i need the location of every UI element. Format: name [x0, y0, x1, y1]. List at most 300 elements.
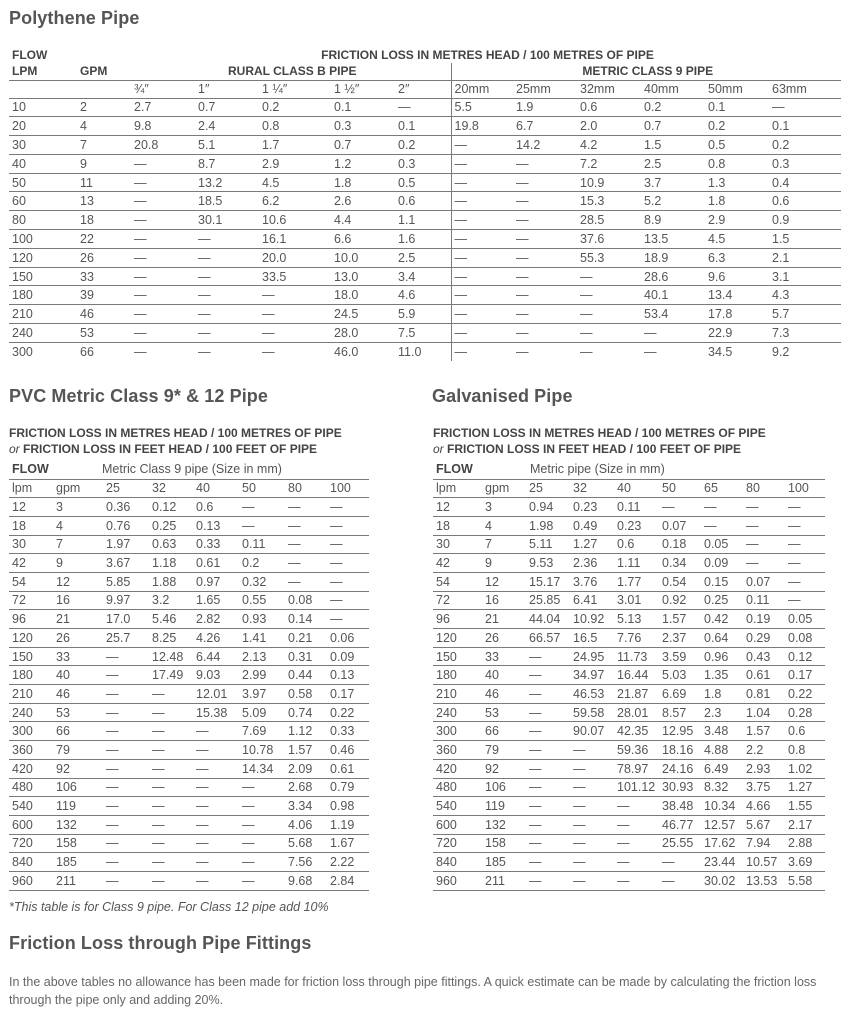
table-cell: 13.4 — [705, 286, 769, 305]
galvanised-caption-or: or — [433, 442, 444, 456]
table-cell: 18.16 — [659, 741, 701, 760]
table-cell: 600 — [9, 815, 53, 834]
table-cell: 119 — [482, 797, 526, 816]
table-cell: 0.94 — [526, 498, 570, 517]
unit-header: 40 — [614, 479, 659, 498]
table-cell: 2.17 — [785, 815, 825, 834]
table-cell: 44.04 — [526, 610, 570, 629]
table-row — [433, 554, 825, 573]
table-row — [9, 286, 841, 305]
unit-header-row — [9, 479, 369, 498]
table-cell: 7.56 — [285, 853, 327, 872]
table-cell: — — [195, 267, 259, 286]
table-cell: 0.11 — [743, 591, 785, 610]
table-cell: — — [614, 797, 659, 816]
friction-loss-header: FRICTION LOSS IN METRES HEAD / 100 METRES OF PIPE — [321, 47, 654, 62]
table-cell: 1.2 — [331, 154, 395, 173]
table-cell: 7.69 — [239, 722, 285, 741]
table-row — [9, 741, 369, 760]
table-cell: 9.2 — [769, 342, 841, 361]
table-cell: 0.12 — [785, 647, 825, 666]
table-cell: — — [570, 834, 614, 853]
table-cell: — — [327, 610, 369, 629]
table-cell: 46.53 — [570, 685, 614, 704]
table-row — [433, 759, 825, 778]
table-cell: — — [526, 666, 570, 685]
table-cell: 6.41 — [570, 591, 614, 610]
table-cell: 10 — [9, 98, 77, 117]
table-cell: 10.0 — [331, 248, 395, 267]
table-cell: 10.92 — [570, 610, 614, 629]
table-cell: — — [149, 741, 193, 760]
table-cell: 101.12 — [614, 778, 659, 797]
table-cell: 0.23 — [570, 498, 614, 517]
table-cell: 10.78 — [239, 741, 285, 760]
table-cell: 0.61 — [327, 759, 369, 778]
table-cell: 4 — [53, 516, 103, 535]
pipe-size-header: 20mm — [451, 80, 513, 98]
table-cell: 18 — [9, 516, 53, 535]
table-row — [9, 666, 369, 685]
table-cell: 720 — [9, 834, 53, 853]
table-cell: 0.14 — [285, 610, 327, 629]
table-cell: — — [103, 871, 149, 890]
table-row — [9, 572, 369, 591]
table-cell: 92 — [482, 759, 526, 778]
table-cell: 15.38 — [193, 703, 239, 722]
table-cell: 720 — [433, 834, 482, 853]
table-cell: 185 — [482, 853, 526, 872]
table-cell: — — [103, 722, 149, 741]
unit-header-row — [433, 479, 825, 498]
table-cell: — — [451, 211, 513, 230]
table-row — [433, 666, 825, 685]
table-cell: 1.3 — [705, 173, 769, 192]
table-cell: 14.2 — [513, 136, 577, 155]
table-cell: 0.33 — [193, 535, 239, 554]
table-cell: — — [195, 342, 259, 361]
table-cell: 20.0 — [259, 248, 331, 267]
table-cell: — — [149, 853, 193, 872]
table-cell: 17.62 — [701, 834, 743, 853]
table-cell: 1.8 — [705, 192, 769, 211]
table-cell: — — [451, 248, 513, 267]
table-cell: 0.58 — [285, 685, 327, 704]
table-cell: 12 — [433, 498, 482, 517]
table-cell: — — [614, 815, 659, 834]
table-cell: 14.34 — [239, 759, 285, 778]
table-cell: 3 — [53, 498, 103, 517]
table-cell: 2.0 — [577, 117, 641, 136]
table-cell: 3.48 — [701, 722, 743, 741]
table-cell: 13.53 — [743, 871, 785, 890]
table-cell: 53.4 — [641, 305, 705, 324]
table-cell: 132 — [482, 815, 526, 834]
table-cell: 840 — [433, 853, 482, 872]
table-cell: — — [743, 516, 785, 535]
table-cell: 300 — [9, 722, 53, 741]
table-row — [9, 722, 369, 741]
pipe-size-header: 32mm — [577, 80, 641, 98]
table-cell: — — [641, 324, 705, 343]
table-cell: — — [659, 871, 701, 890]
table-cell: 13.5 — [641, 230, 705, 249]
table-cell: 2.13 — [239, 647, 285, 666]
table-cell: 0.8 — [259, 117, 331, 136]
table-row — [9, 267, 841, 286]
table-cell: 0.3 — [331, 117, 395, 136]
table-cell: 6.44 — [193, 647, 239, 666]
table-cell: 4.5 — [705, 230, 769, 249]
table-cell: 0.63 — [149, 535, 193, 554]
table-cell: 0.93 — [239, 610, 285, 629]
table-cell: 0.07 — [659, 516, 701, 535]
table-cell: 79 — [53, 741, 103, 760]
table-cell: 20 — [9, 117, 77, 136]
table-cell: 0.31 — [285, 647, 327, 666]
table-cell: 0.1 — [331, 98, 395, 117]
unit-header: 40 — [193, 479, 239, 498]
table-cell: 0.36 — [103, 498, 149, 517]
table-cell: — — [513, 267, 577, 286]
table-cell: 5.7 — [769, 305, 841, 324]
galvanised-caption-line2: FRICTION LOSS IN FEET HEAD / 100 FEET OF PIPE — [443, 442, 742, 456]
table-cell: 3.01 — [614, 591, 659, 610]
table-cell: 240 — [433, 703, 482, 722]
table-cell: 0.49 — [570, 516, 614, 535]
table-cell: 0.05 — [785, 610, 825, 629]
table-cell: — — [577, 267, 641, 286]
table-cell: 15.17 — [526, 572, 570, 591]
table-cell: 0.09 — [327, 647, 369, 666]
table-cell: 13.2 — [195, 173, 259, 192]
table-cell: 9.97 — [103, 591, 149, 610]
galvanised-caption — [433, 425, 766, 457]
table-cell: 158 — [53, 834, 103, 853]
table-cell: 3.97 — [239, 685, 285, 704]
table-cell: 0.29 — [743, 629, 785, 648]
table-cell: 46 — [482, 685, 526, 704]
table-cell: — — [103, 666, 149, 685]
table-cell: 0.15 — [701, 572, 743, 591]
table-cell: 12.95 — [659, 722, 701, 741]
table-cell: 2.36 — [570, 554, 614, 573]
table-cell: 4.66 — [743, 797, 785, 816]
table-cell: — — [103, 797, 149, 816]
table-cell: — — [570, 853, 614, 872]
table-cell: 80 — [9, 211, 77, 230]
unit-header: 80 — [743, 479, 785, 498]
lpm-header: LPM — [12, 64, 38, 79]
table-cell: 18.5 — [195, 192, 259, 211]
table-row — [9, 797, 369, 816]
table-cell: 2.2 — [743, 741, 785, 760]
table-cell: — — [451, 230, 513, 249]
table-cell: 50 — [9, 173, 77, 192]
table-cell: 22 — [77, 230, 131, 249]
table-cell: 0.22 — [327, 703, 369, 722]
table-cell: — — [526, 703, 570, 722]
table-row — [433, 722, 825, 741]
pvc-caption — [9, 425, 342, 457]
pipe-size-header: 2″ — [395, 80, 451, 98]
galvanised-flow-header: FLOW — [436, 462, 473, 477]
galvanised-title: Galvanised Pipe — [432, 386, 573, 406]
table-cell: 1.8 — [331, 173, 395, 192]
table-cell: 23.44 — [701, 853, 743, 872]
table-cell: 1.41 — [239, 629, 285, 648]
table-cell: 5.13 — [614, 610, 659, 629]
table-cell: 158 — [482, 834, 526, 853]
table-cell: 0.1 — [395, 117, 451, 136]
table-cell: 46 — [53, 685, 103, 704]
table-cell: — — [193, 871, 239, 890]
table-cell: — — [259, 342, 331, 361]
table-row — [433, 834, 825, 853]
table-cell: — — [149, 759, 193, 778]
pvc-footnote: *This table is for Class 9 pipe. For Class 12 pipe add 10% — [9, 900, 329, 914]
table-cell: — — [577, 305, 641, 324]
table-cell: 1.27 — [785, 778, 825, 797]
table-cell: 0.61 — [743, 666, 785, 685]
table-cell: 6.49 — [701, 759, 743, 778]
table-cell: — — [103, 685, 149, 704]
table-cell: 0.92 — [659, 591, 701, 610]
table-cell: 0.05 — [701, 535, 743, 554]
table-cell: 28.0 — [331, 324, 395, 343]
table-cell: 0.2 — [395, 136, 451, 155]
table-cell: 53 — [482, 703, 526, 722]
galvanised-table — [433, 460, 825, 891]
table-cell: 0.6 — [614, 535, 659, 554]
table-cell: — — [131, 248, 195, 267]
table-cell: 540 — [9, 797, 53, 816]
table-row — [9, 853, 369, 872]
table-row — [9, 342, 841, 361]
table-cell: 16.44 — [614, 666, 659, 685]
table-cell: 1.12 — [285, 722, 327, 741]
table-cell: 4.4 — [331, 211, 395, 230]
table-cell: 0.96 — [701, 647, 743, 666]
table-cell: 59.58 — [570, 703, 614, 722]
table-cell: — — [513, 286, 577, 305]
table-cell: 0.8 — [785, 741, 825, 760]
table-cell: — — [513, 305, 577, 324]
table-cell: — — [103, 815, 149, 834]
table-row — [9, 703, 369, 722]
table-cell: 5.1 — [195, 136, 259, 155]
table-cell: 12 — [9, 498, 53, 517]
table-cell: 1.5 — [641, 136, 705, 155]
table-cell: 20.8 — [131, 136, 195, 155]
table-cell: 1.04 — [743, 703, 785, 722]
table-row — [9, 629, 369, 648]
table-cell: 1.57 — [285, 741, 327, 760]
table-cell: 0.7 — [195, 98, 259, 117]
table-cell: — — [570, 797, 614, 816]
table-cell: 119 — [53, 797, 103, 816]
table-cell: 6.7 — [513, 117, 577, 136]
table-cell: 0.6 — [395, 192, 451, 211]
table-cell: 0.1 — [769, 117, 841, 136]
table-cell: 11.0 — [395, 342, 451, 361]
table-cell: — — [526, 722, 570, 741]
table-cell: 0.08 — [785, 629, 825, 648]
table-cell: — — [513, 324, 577, 343]
table-cell: 4.06 — [285, 815, 327, 834]
table-cell: 3.75 — [743, 778, 785, 797]
unit-header: 100 — [785, 479, 825, 498]
table-cell: 78.97 — [614, 759, 659, 778]
table-cell: 5.03 — [659, 666, 701, 685]
table-cell: 30.93 — [659, 778, 701, 797]
table-cell: — — [327, 535, 369, 554]
galvanised-caption-line1: FRICTION LOSS IN METRES HEAD / 100 METRES OF PIPE — [433, 426, 766, 440]
table-cell: 30 — [433, 535, 482, 554]
table-row — [433, 610, 825, 629]
table-cell: 16.5 — [570, 629, 614, 648]
galvanised-size-header: Metric pipe (Size in mm) — [530, 462, 665, 477]
table-cell: 4.2 — [577, 136, 641, 155]
table-cell: 46.0 — [331, 342, 395, 361]
table-row — [9, 834, 369, 853]
table-cell: 8.9 — [641, 211, 705, 230]
table-cell: 2.7 — [131, 98, 195, 117]
table-cell: 0.25 — [149, 516, 193, 535]
table-cell: 42.35 — [614, 722, 659, 741]
table-row — [433, 572, 825, 591]
table-cell: 0.09 — [701, 554, 743, 573]
table-cell: 840 — [9, 853, 53, 872]
table-cell: — — [395, 98, 451, 117]
table-cell: 180 — [433, 666, 482, 685]
table-cell: 4.88 — [701, 741, 743, 760]
table-cell: — — [614, 834, 659, 853]
pvc-title: PVC Metric Class 9* & 12 Pipe — [9, 386, 269, 406]
table-cell: — — [195, 248, 259, 267]
table-cell: 5.58 — [785, 871, 825, 890]
table-cell: — — [570, 815, 614, 834]
table-cell: — — [526, 797, 570, 816]
unit-header: 100 — [327, 479, 369, 498]
table-cell: 0.9 — [769, 211, 841, 230]
table-row — [9, 324, 841, 343]
table-cell: 360 — [433, 741, 482, 760]
table-cell: 26 — [53, 629, 103, 648]
table-row — [433, 535, 825, 554]
table-row — [9, 871, 369, 890]
table-cell: 210 — [9, 685, 53, 704]
table-cell: 6.6 — [331, 230, 395, 249]
table-row — [433, 647, 825, 666]
table-cell: 66 — [53, 722, 103, 741]
table-cell: 40 — [53, 666, 103, 685]
table-cell: 30 — [9, 136, 77, 155]
table-cell: 420 — [433, 759, 482, 778]
table-cell: 7 — [77, 136, 131, 155]
table-cell: — — [526, 741, 570, 760]
table-cell: — — [239, 834, 285, 853]
table-cell: — — [239, 797, 285, 816]
table-cell: 0.98 — [327, 797, 369, 816]
table-cell: — — [785, 591, 825, 610]
table-cell: 22.9 — [705, 324, 769, 343]
table-row — [9, 610, 369, 629]
table-cell: 24.95 — [570, 647, 614, 666]
table-cell: 1.5 — [769, 230, 841, 249]
table-row — [9, 154, 841, 173]
table-cell: 0.28 — [785, 703, 825, 722]
table-cell: — — [193, 722, 239, 741]
table-cell: 1.02 — [785, 759, 825, 778]
table-cell: 1.19 — [327, 815, 369, 834]
table-cell: 0.17 — [785, 666, 825, 685]
table-cell: — — [285, 516, 327, 535]
table-cell: — — [526, 834, 570, 853]
table-cell: 3.4 — [395, 267, 451, 286]
table-cell: 0.25 — [701, 591, 743, 610]
table-cell: — — [239, 853, 285, 872]
pipe-size-header: 25mm — [513, 80, 577, 98]
table-row — [433, 591, 825, 610]
table-cell: — — [785, 554, 825, 573]
table-cell: 59.36 — [614, 741, 659, 760]
table-cell: 0.6 — [785, 722, 825, 741]
table-cell: 34.97 — [570, 666, 614, 685]
table-cell: — — [526, 685, 570, 704]
table-cell: 0.8 — [705, 154, 769, 173]
table-cell: 28.6 — [641, 267, 705, 286]
table-cell: 0.64 — [701, 629, 743, 648]
table-cell: 0.3 — [395, 154, 451, 173]
table-cell: 2.3 — [701, 703, 743, 722]
table-cell: — — [259, 305, 331, 324]
table-cell: — — [701, 498, 743, 517]
pvc-table — [9, 460, 369, 891]
table-cell: 9.6 — [705, 267, 769, 286]
table-cell: 21.87 — [614, 685, 659, 704]
table-cell: 3.7 — [641, 173, 705, 192]
table-cell: 1.1 — [395, 211, 451, 230]
table-cell: 211 — [482, 871, 526, 890]
table-cell: — — [239, 871, 285, 890]
table-cell: 0.46 — [327, 741, 369, 760]
table-cell: 180 — [9, 666, 53, 685]
table-cell: 0.11 — [614, 498, 659, 517]
table-row — [9, 647, 369, 666]
table-cell: 6.69 — [659, 685, 701, 704]
table-cell: 5.2 — [641, 192, 705, 211]
table-cell: — — [451, 154, 513, 173]
table-cell: 3 — [482, 498, 526, 517]
table-cell: — — [131, 192, 195, 211]
table-cell: 33 — [482, 647, 526, 666]
table-cell: 5.68 — [285, 834, 327, 853]
table-cell: — — [327, 516, 369, 535]
table-cell: 0.81 — [743, 685, 785, 704]
table-cell: 10.57 — [743, 853, 785, 872]
table-cell: 0.2 — [641, 98, 705, 117]
table-cell: — — [659, 853, 701, 872]
table-cell: 30.02 — [701, 871, 743, 890]
fittings-title: Friction Loss through Pipe Fittings — [9, 933, 312, 953]
table-cell: 39 — [77, 286, 131, 305]
table-cell: 150 — [433, 647, 482, 666]
table-cell: — — [513, 230, 577, 249]
table-cell: — — [239, 498, 285, 517]
table-cell: — — [193, 778, 239, 797]
table-cell: 0.08 — [285, 591, 327, 610]
